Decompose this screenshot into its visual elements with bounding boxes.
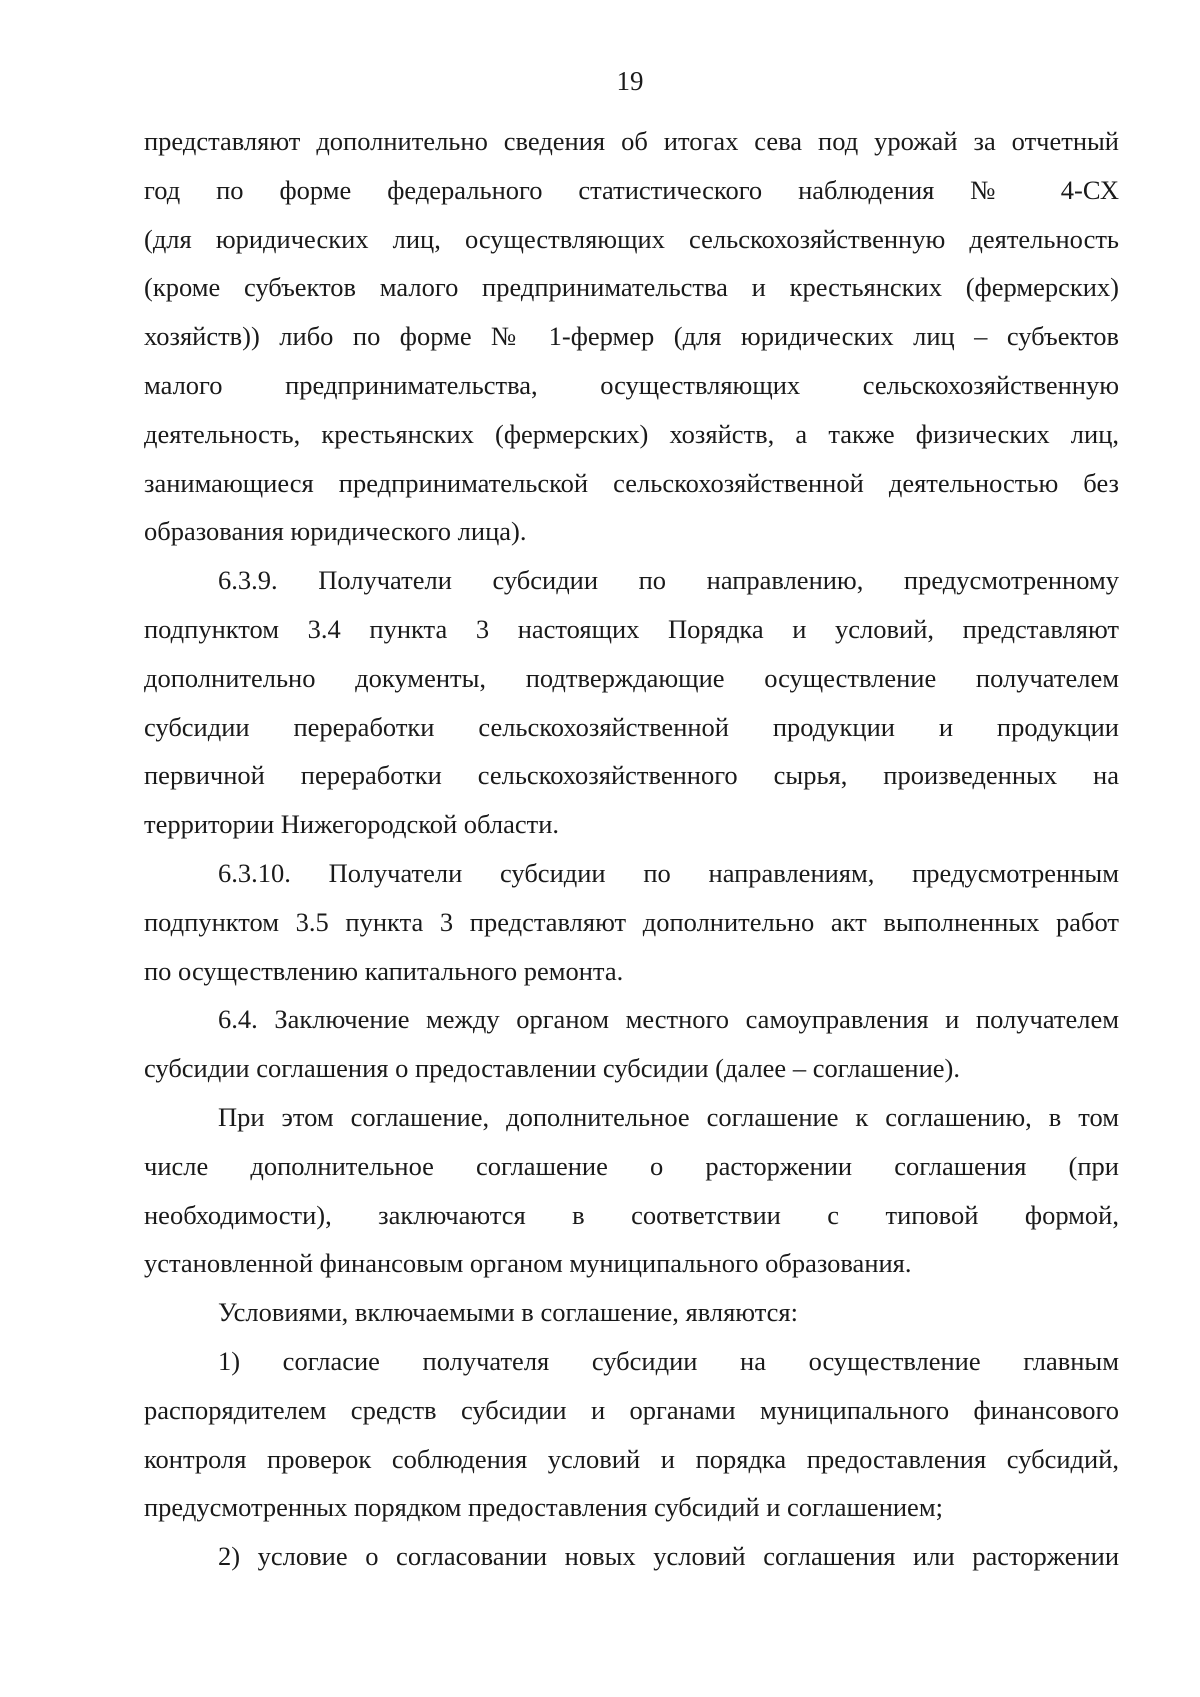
- text-line: контроля проверок соблюдения условий и порядка предоставления субсидий,: [144, 1443, 1119, 1474]
- paragraph: [144, 1337, 1119, 1532]
- text-line: 6.3.10. Получатели субсидии по направлениям, предусмотренным: [218, 857, 1119, 888]
- page-number: 19: [616, 66, 644, 96]
- text-line: 2) условие о согласовании новых условий соглашения или расторжении: [218, 1541, 1119, 1572]
- text-line: установленной финансовым органом муниципального образования.: [144, 1248, 912, 1279]
- text-line: малого предпринимательства, осуществляющих сельскохозяйственную: [144, 369, 1119, 400]
- text-line: представляют дополнительно сведения об итогах сева под урожай за отчетный: [144, 126, 1119, 156]
- text-line: субсидии соглашения о предоставлении субсидии (далее – соглашение).: [144, 1053, 960, 1084]
- paragraph: [144, 849, 1119, 995]
- paragraph: [144, 1288, 1119, 1337]
- text-line: 6.4. Заключение между органом местного самоуправления и получателем: [218, 1004, 1119, 1035]
- paragraph: [144, 995, 1119, 1093]
- text-line: деятельность, крестьянских (фермерских) хозяйств, а также физических лиц,: [144, 418, 1119, 449]
- paragraph: [144, 1532, 1119, 1581]
- paragraph: [144, 117, 1119, 556]
- text-line: распорядителем средств субсидии и органами муниципального финансового: [144, 1394, 1119, 1425]
- text-line: образования юридического лица).: [144, 516, 527, 547]
- text-line: первичной переработки сельскохозяйственного сырья, произведенных на: [144, 760, 1119, 791]
- paragraph: [144, 556, 1119, 849]
- text-line: субсидии переработки сельскохозяйственной продукции и продукции: [144, 711, 1119, 742]
- text-line: территории Нижегородской области.: [144, 809, 560, 840]
- text-line: числе дополнительное соглашение о расторжении соглашения (при: [144, 1150, 1119, 1181]
- text-line: 1) согласие получателя субсидии на осуществление главным: [218, 1345, 1119, 1376]
- text-line: подпунктом 3.4 пункта 3 настоящих Порядка и условий, представляют: [144, 613, 1119, 644]
- text-line: предусмотренных порядком предоставления субсидий и соглашением;: [144, 1492, 943, 1523]
- text-line: дополнительно документы, подтверждающие осуществление получателем: [144, 662, 1119, 693]
- text-line: год по форме федерального статистического наблюдения № 4-СХ: [144, 174, 1119, 205]
- text-line: (кроме субъектов малого предпринимательства и крестьянских (фермерских): [144, 272, 1119, 303]
- text-line: по осуществлению капитального ремонта.: [144, 955, 624, 986]
- text-line: Условиями, включаемыми в соглашение, являются:: [218, 1297, 798, 1328]
- text-line: подпунктом 3.5 пункта 3 представляют дополнительно акт выполненных работ: [144, 906, 1119, 937]
- text-line: хозяйств)) либо по форме № 1-фермер (для юридических лиц – субъектов: [144, 321, 1119, 352]
- text-line: (для юридических лиц, осуществляющих сельскохозяйственную деятельность: [144, 223, 1119, 254]
- text-line: 6.3.9. Получатели субсидии по направлению, предусмотренному: [218, 565, 1119, 596]
- paragraph: [144, 1093, 1119, 1288]
- text-line: занимающиеся предпринимательской сельскохозяйственной деятельностью без: [144, 467, 1119, 498]
- document-body: [144, 117, 1119, 1581]
- text-line: необходимости), заключаются в соответствии с типовой формой,: [144, 1199, 1119, 1230]
- text-line: При этом соглашение, дополнительное соглашение к соглашению, в том: [218, 1101, 1119, 1132]
